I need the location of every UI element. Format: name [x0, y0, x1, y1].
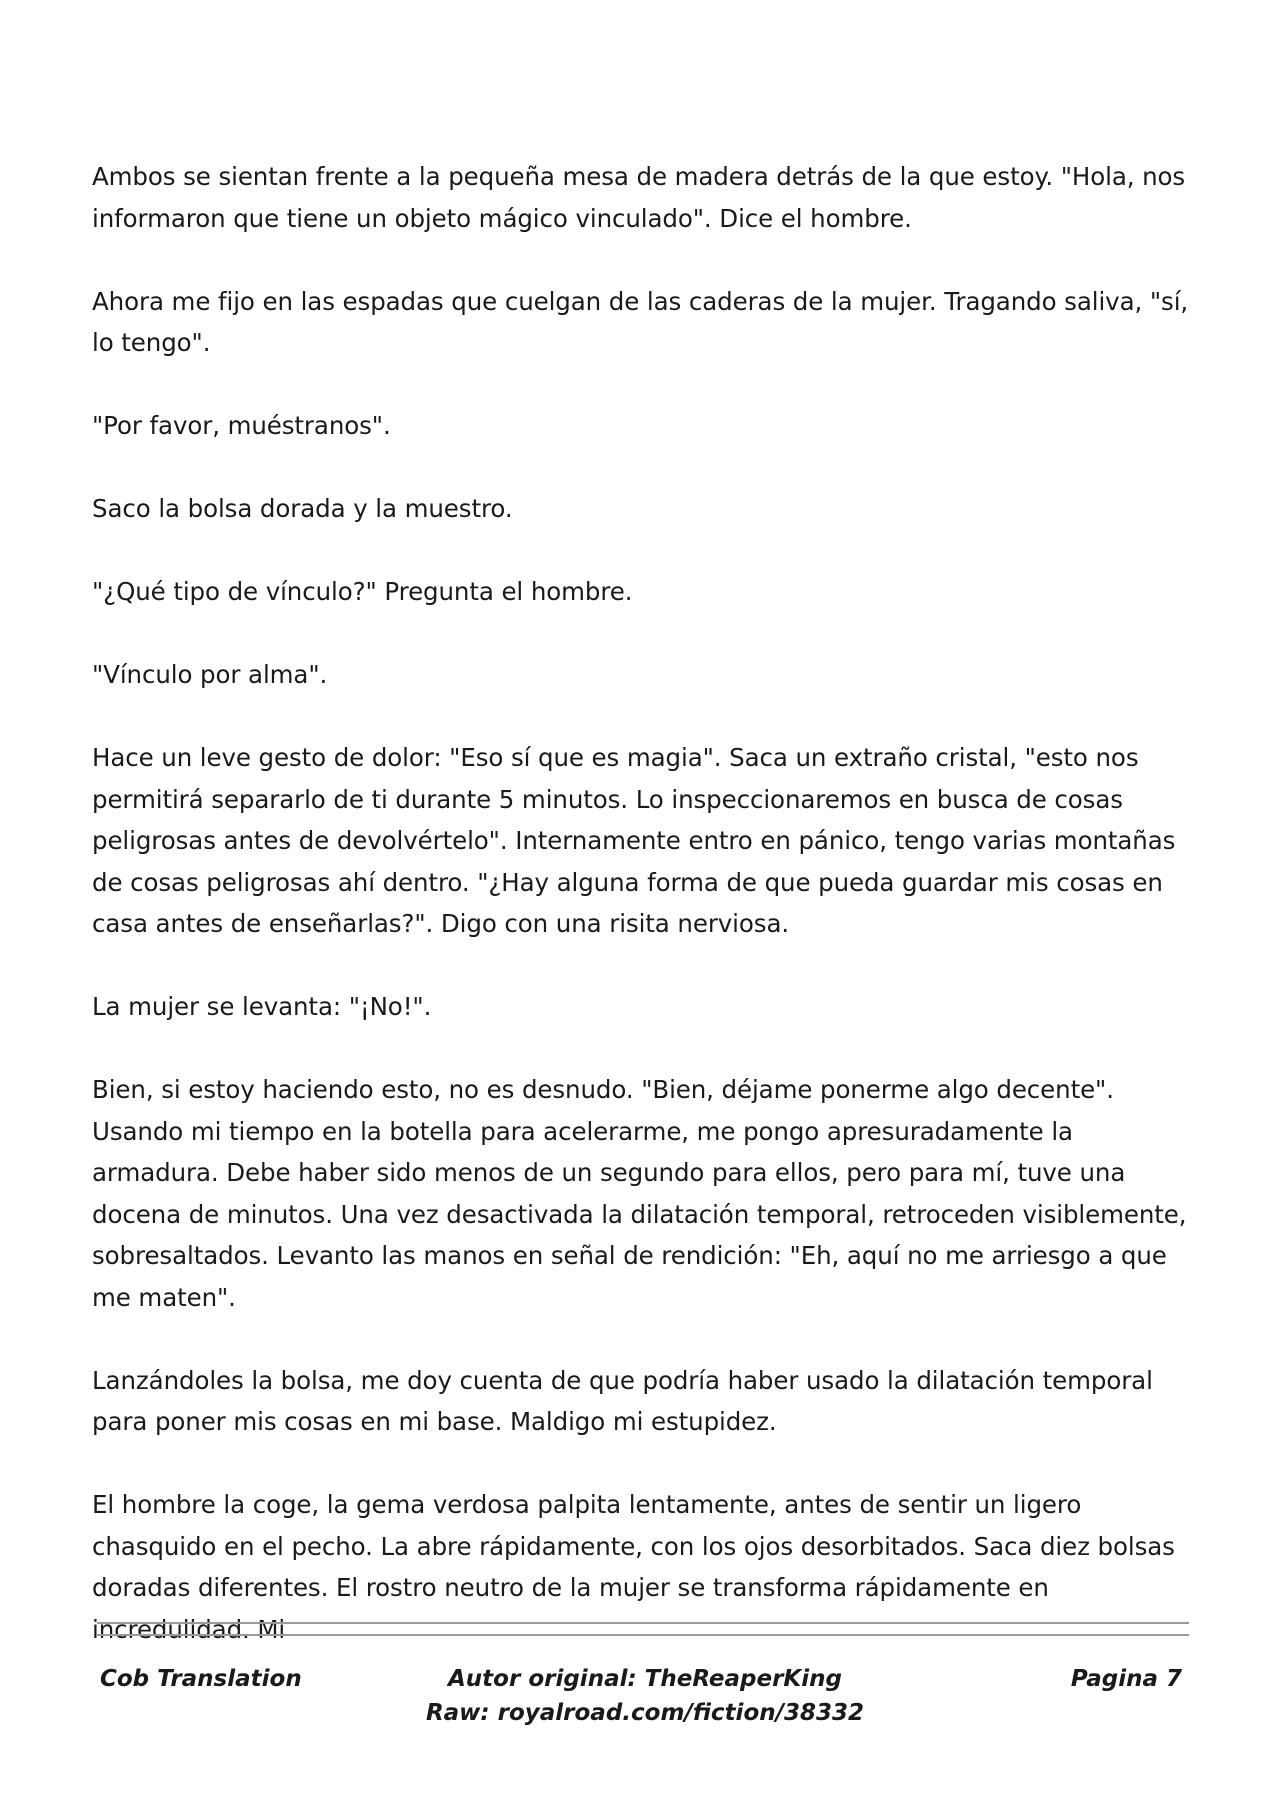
footer-divider-top [97, 1622, 1189, 1624]
paragraph: El hombre la coge, la gema verdosa palpita lentamente, antes de sentir un ligero chasquido en el pecho. La abre rápidamente, con los ojos desorbitados. Saca diez bolsas doradas diferentes. El rostro neutro de la mujer se transforma rápidamente en incredulidad. Mi [92, 1490, 1175, 1644]
paragraph: Ambos se sientan frente a la pequeña mesa de madera detrás de la que estoy. "Hola, nos informaron que tiene un objeto mágico vinculado". Dice el hombre. [92, 162, 1186, 233]
body-text [92, 156, 1202, 1650]
footer-author: Autor original: TheReaperKing [448, 1666, 842, 1692]
paragraph: "¿Qué tipo de vínculo?" Pregunta el hombre. [92, 577, 633, 606]
paragraph: Saco la bolsa dorada y la muestro. [92, 494, 513, 523]
paragraph: "Por favor, muéstranos". [92, 411, 391, 440]
footer-source: Raw: royalroad.com/fiction/38332 [425, 1700, 865, 1726]
footer-divider-bottom [97, 1634, 1189, 1636]
paragraph: "Vínculo por alma". [92, 660, 328, 689]
footer-translator: Cob Translation [100, 1666, 302, 1692]
paragraph: Ahora me fijo en las espadas que cuelgan de las caderas de la mujer. Tragando saliva, "sí, lo tengo". [92, 286, 1189, 357]
page-number: Pagina 7 [1070, 1666, 1182, 1692]
paragraph: Lanzándoles la bolsa, me doy cuenta de que podría haber usado la dilatación temporal para poner mis cosas en mi base. Maldigo mi estupidez. [92, 1365, 1153, 1436]
paragraph: Hace un leve gesto de dolor: "Eso sí que es magia". Saca un extraño cristal, "esto nos permitirá separarlo de ti durante 5 minutos. Lo inspeccionaremos en busca de cosas peligrosas antes de devolvértelo". Internamente entro en pánico, tengo varias montañas de cosas peligrosas ahí dentro. "¿Hay alguna forma de que pueda guardar mis cosas en casa antes de enseñarlas?". Digo con una risita nerviosa. [92, 743, 1176, 938]
paragraph: Bien, si estoy haciendo esto, no es desnudo. "Bien, déjame ponerme algo decente". Usando mi tiempo en la botella para acelerarme, me pongo apresuradamente la armadura. Debe haber sido menos de un segundo para ellos, pero para mí, tuve una docena de minutos. Una vez desactivada la dilatación temporal, retroceden visiblemente, sobresaltados. Levanto las manos en señal de rendición: "Eh, aquí no me arriesgo a que me maten". [92, 1075, 1187, 1312]
paragraph: La mujer se levanta: "¡No!". [92, 992, 432, 1021]
